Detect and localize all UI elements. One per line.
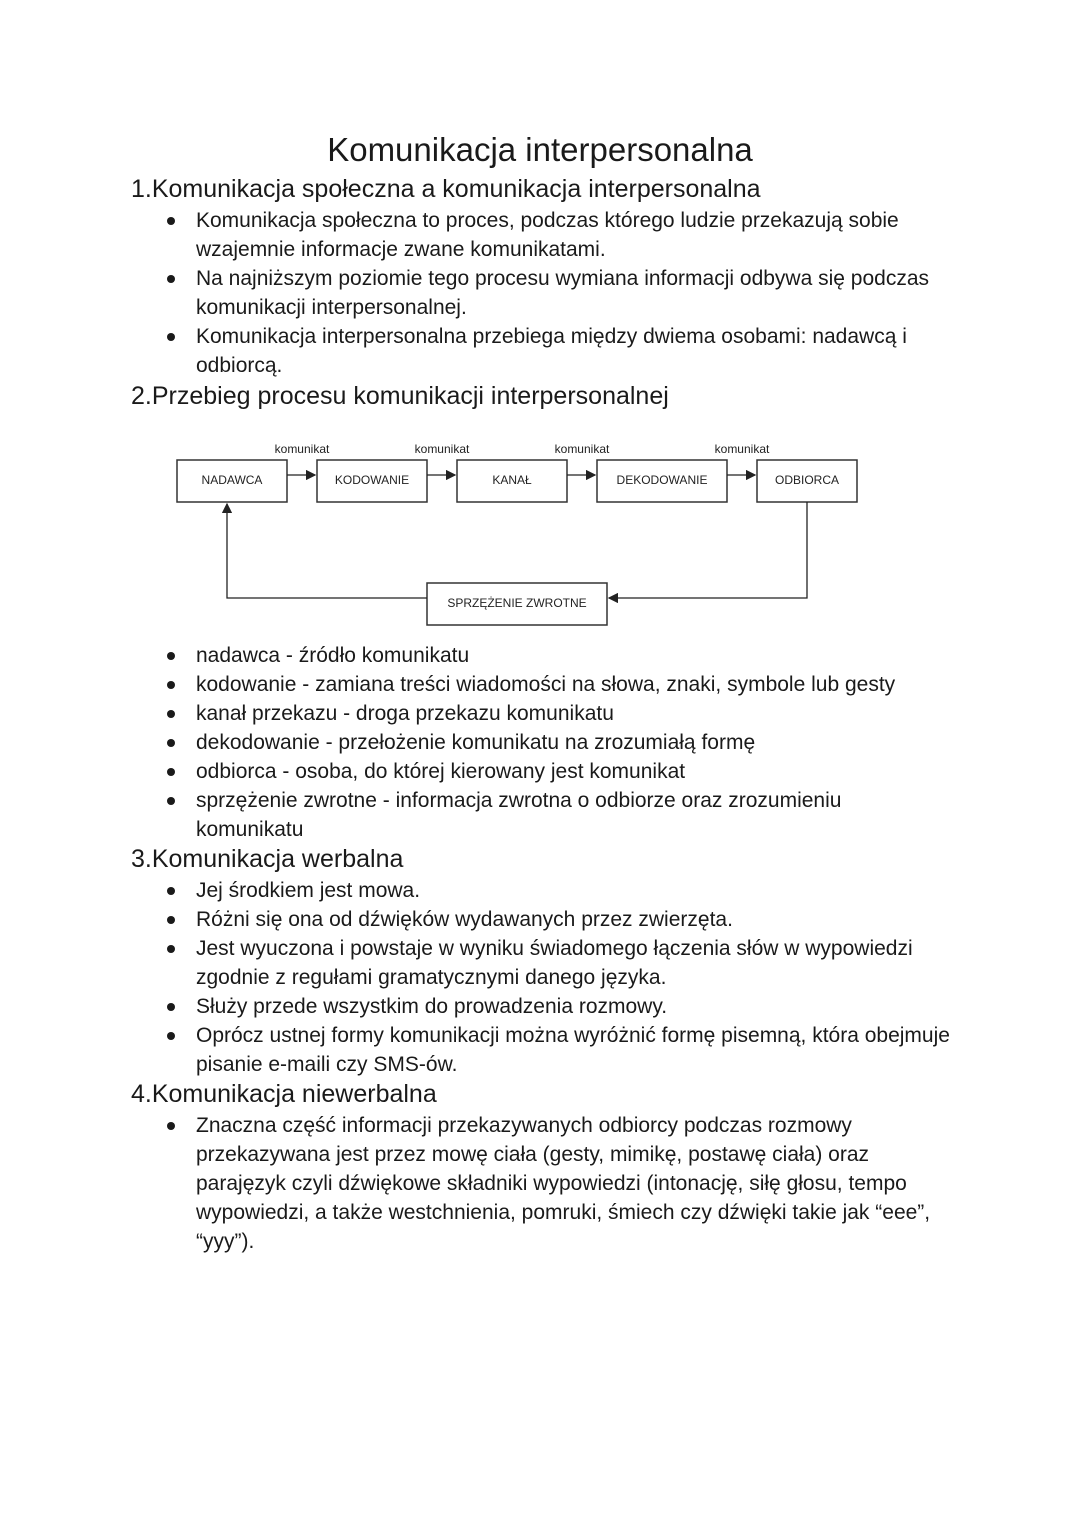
- diagram-box-kanal: [457, 460, 567, 502]
- list-item: Znaczna część informacji przekazywanych odbiorcy podczas rozmowy przekazywana jest przez mowę ciała (gesty, mimikę, postawę ciała) oraz parajęzyk czyli dźwiękowe składniki wypowiedzi (intonację, siłę głosu, tempo wypowiedzi, a także westchnienia, pomruki, śmiech czy dźwięki takie jak “eee”, “yyy”).: [160, 1111, 950, 1256]
- list-item: Różni się ona od dźwięków wydawanych przez zwierzęta.: [160, 905, 950, 934]
- diagram-arrow-label: komunikat: [414, 442, 470, 456]
- diagram-box-kodowanie: [317, 460, 427, 502]
- list-item: kanał przekazu - droga przekazu komunikatu: [160, 699, 950, 728]
- list-item: dekodowanie - przełożenie komunikatu na zrozumiałą formę: [160, 728, 950, 757]
- list-item: kodowanie - zamiana treści wiadomości na słowa, znaki, symbole lub gesty: [160, 670, 950, 699]
- communication-process-diagram: [0, 430, 1080, 640]
- diagram-box-dekodowanie: [597, 460, 727, 502]
- bullet-list-verbal: [160, 876, 950, 1079]
- svg-text:DEKODOWANIE: DEKODOWANIE: [616, 473, 708, 488]
- bullet-list-nonverbal: [160, 1111, 950, 1256]
- list-item: sprzężenie zwrotne - informacja zwrotna o odbiorze oraz zrozumieniu komunikatu: [160, 786, 950, 844]
- list-item: odbiorca - osoba, do której kierowany jest komunikat: [160, 757, 950, 786]
- section-heading-social-vs-interpersonal: 1.Komunikacja społeczna a komunikacja interpersonalna: [131, 175, 761, 203]
- svg-text:ODBIORCA: ODBIORCA: [774, 473, 840, 488]
- bullet-list-social-vs-interpersonal: [160, 206, 950, 380]
- svg-text:NADAWCA: NADAWCA: [201, 473, 263, 488]
- svg-text:SPRZĘŻENIE ZWROTNE: SPRZĘŻENIE ZWROTNE: [447, 596, 587, 611]
- svg-text:KANAŁ: KANAŁ: [492, 473, 532, 488]
- diagram-box-odbiorca: [757, 460, 857, 502]
- section-heading-verbal: 3.Komunikacja werbalna: [131, 845, 404, 873]
- diagram-arrow-label: komunikat: [714, 442, 770, 456]
- list-item: Służy przede wszystkim do prowadzenia rozmowy.: [160, 992, 950, 1021]
- list-item: Jej środkiem jest mowa.: [160, 876, 950, 905]
- bullet-list-process: [160, 641, 950, 844]
- diagram-box-nadawca: [177, 460, 287, 502]
- svg-text:KODOWANIE: KODOWANIE: [334, 473, 410, 488]
- diagram-feedback-line-in: [609, 502, 807, 598]
- list-item: Jest wyuczona i powstaje w wyniku świadomego łączenia słów w wypowiedzi zgodnie z regułami gramatycznymi danego języka.: [160, 934, 950, 992]
- diagram-feedback-line-out: [227, 504, 427, 598]
- diagram-arrow-label: komunikat: [274, 442, 330, 456]
- page-title: Komunikacja interpersonalna: [327, 131, 753, 168]
- section-heading-nonverbal: 4.Komunikacja niewerbalna: [131, 1080, 437, 1108]
- section-heading-process: 2.Przebieg procesu komunikacji interpersonalnej: [131, 382, 669, 410]
- list-item: Komunikacja społeczna to proces, podczas którego ludzie przekazują sobie wzajemnie informacje zwane komunikatami.: [160, 206, 950, 264]
- list-item: Na najniższym poziomie tego procesu wymiana informacji odbywa się podczas komunikacji interpersonalnej.: [160, 264, 950, 322]
- list-item: Oprócz ustnej formy komunikacji można wyróżnić formę pisemną, która obejmuje pisanie e-maili czy SMS-ów.: [160, 1021, 950, 1079]
- list-item: nadawca - źródło komunikatu: [160, 641, 950, 670]
- list-item: Komunikacja interpersonalna przebiega między dwiema osobami: nadawcą i odbiorcą.: [160, 322, 950, 380]
- diagram-arrow-label: komunikat: [554, 442, 610, 456]
- diagram-box-feedback: [427, 583, 607, 625]
